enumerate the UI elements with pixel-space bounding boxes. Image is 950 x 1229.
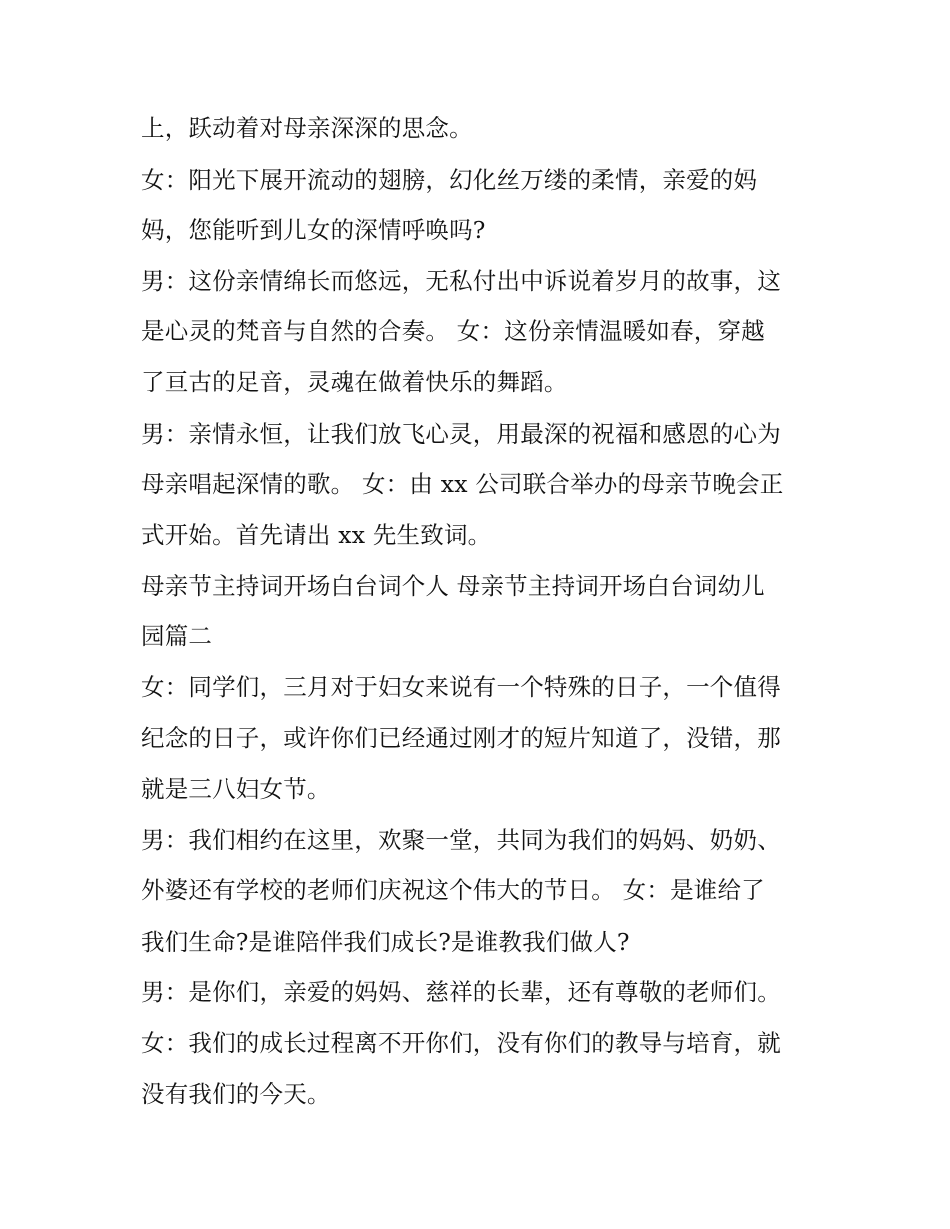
text-line: 男：这份亲情绵长而悠远，无私付出中诉说着岁月的故事，这 — [141, 267, 781, 295]
text-line: 母亲唱起深情的歌。 女：由 xx 公司联合举办的母亲节晚会正 — [141, 470, 784, 498]
text-line: 我们生命?是谁陪伴我们成长?是谁教我们做人? — [141, 928, 630, 956]
text-line: 式开始。首先请出 xx 先生致词。 — [141, 521, 492, 549]
text-line: 就是三八妇女节。 — [141, 775, 331, 803]
text-line: 男：亲情永恒，让我们放飞心灵，用最深的祝福和感恩的心为 — [141, 420, 781, 448]
text-line: 外婆还有学校的老师们庆祝这个伟大的节日。 女：是谁给了 — [141, 876, 765, 904]
text-line: 男：是你们，亲爱的妈妈、慈祥的长辈，还有尊敬的老师们。 — [141, 978, 781, 1006]
text-line: 女：我们的成长过程离不开你们，没有你们的教导与培育，就 — [141, 1029, 781, 1057]
text-line: 男：我们相约在这里，欢聚一堂，共同为我们的妈妈、奶奶、 — [141, 826, 781, 854]
section-heading-line: 园篇二 — [141, 622, 213, 650]
section-heading-line: 母亲节主持词开场白台词个人 母亲节主持词开场白台词幼儿 — [141, 572, 765, 600]
text-line: 妈，您能听到儿女的深情呼唤吗? — [141, 216, 486, 244]
text-line: 了亘古的足音，灵魂在做着快乐的舞蹈。 — [141, 368, 568, 396]
text-line: 女：阳光下展开流动的翅膀，幻化丝万缕的柔情，亲爱的妈 — [141, 166, 758, 194]
text-line: 是心灵的梵音与自然的合奏。 女：这份亲情温暖如春，穿越 — [141, 317, 765, 345]
text-line: 没有我们的今天。 — [141, 1080, 331, 1108]
text-line: 上，跃动着对母亲深深的思念。 — [141, 114, 473, 142]
text-line: 女：同学们，三月对于妇女来说有一个特殊的日子，一个值得 — [141, 673, 781, 701]
text-line: 纪念的日子，或许你们已经通过刚才的短片知道了，没错，那 — [141, 724, 781, 752]
